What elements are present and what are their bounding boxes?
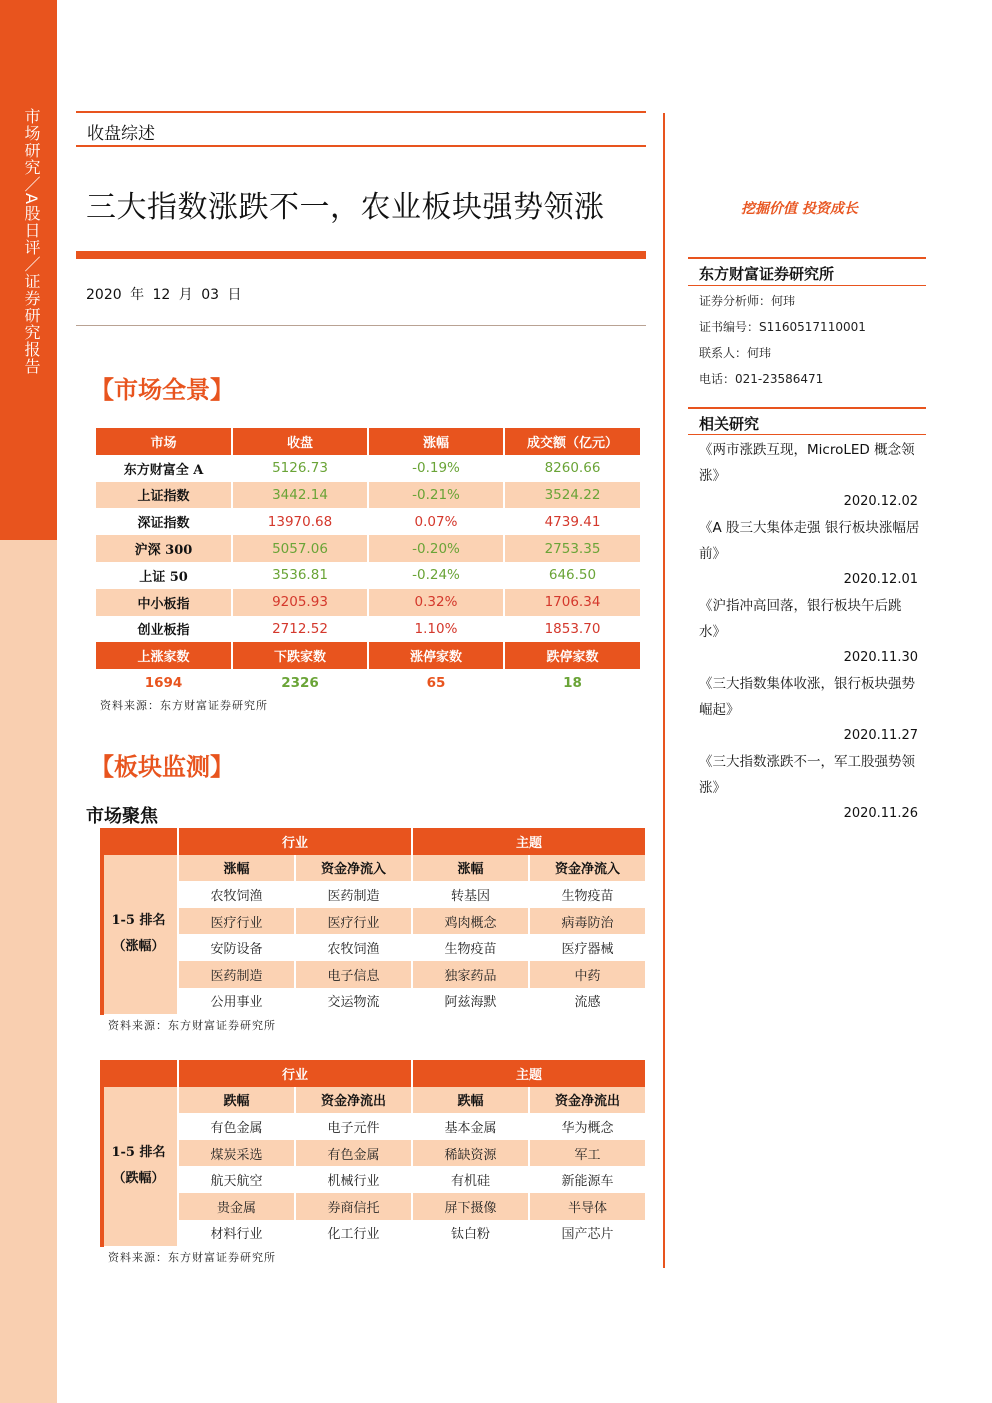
column-header-row	[100, 1087, 646, 1114]
index-name: 上证指数	[96, 482, 232, 509]
institute-rule-top	[688, 257, 926, 259]
index-name: 中小板指	[96, 589, 232, 616]
stat-limit-up-count: 65	[368, 669, 504, 696]
table-row	[96, 508, 641, 535]
losers-source: 资料来源：东方财富证券研究所	[108, 1251, 276, 1264]
col-header: 跌幅	[412, 1087, 529, 1114]
section-tag: 收盘综述	[87, 124, 155, 144]
index-volume: 8260.66	[504, 455, 641, 482]
table-cell: 电子信息	[295, 961, 412, 988]
table-cell: 医药制造	[295, 881, 412, 908]
stat-header-limit-up: 涨停家数	[368, 642, 504, 669]
col-header-market: 市场	[96, 428, 232, 455]
table-cell: 材料行业	[178, 1220, 295, 1247]
table-row	[100, 1140, 646, 1167]
group-header-row	[100, 1060, 646, 1087]
contact: 联系人：何玮	[699, 346, 772, 360]
losers-table	[100, 1060, 647, 1246]
rank-label	[100, 855, 178, 1015]
table-cell: 有机硅	[412, 1166, 529, 1193]
table-cell: 华为概念	[529, 1113, 646, 1140]
index-volume: 646.50	[504, 562, 641, 589]
index-change: -0.21%	[368, 482, 504, 509]
related-item-date: 2020.11.27	[843, 728, 918, 743]
rank-label-line2: （涨幅）	[112, 939, 165, 955]
market-table	[96, 428, 642, 696]
index-volume: 1706.34	[504, 589, 641, 616]
top-rule	[76, 111, 646, 113]
analyst: 证券分析师：何玮	[699, 294, 796, 308]
table-cell: 化工行业	[295, 1220, 412, 1247]
table-row	[96, 562, 641, 589]
table-cell: 军工	[529, 1140, 646, 1167]
index-close: 9205.93	[232, 589, 368, 616]
table-cell: 中药	[529, 961, 646, 988]
stat-value-row	[96, 669, 641, 696]
index-close: 3536.81	[232, 562, 368, 589]
table-cell: 交运物流	[295, 988, 412, 1015]
table-cell: 阿兹海默	[412, 988, 529, 1015]
col-header: 涨幅	[412, 855, 529, 882]
index-change: -0.20%	[368, 535, 504, 562]
stat-up-count: 1694	[96, 669, 232, 696]
rank-label-line1: 1-5 排名	[111, 913, 166, 929]
rank-label-line1: 1-5 排名	[111, 1145, 166, 1161]
date-rule	[76, 325, 646, 326]
table-cell: 有色金属	[295, 1140, 412, 1167]
table-cell: 安防设备	[178, 934, 295, 961]
index-close: 13970.68	[232, 508, 368, 535]
table-row	[100, 908, 646, 935]
focus-title: 市场聚焦	[86, 806, 158, 827]
table-row	[100, 881, 646, 908]
table-cell: 稀缺资源	[412, 1140, 529, 1167]
sector-heading: 【板块监测】	[90, 752, 234, 781]
related-rule-top	[688, 407, 926, 409]
table-cell: 屏下摄像	[412, 1193, 529, 1220]
stat-header-up: 上涨家数	[96, 642, 232, 669]
table-row	[100, 1166, 646, 1193]
report-title: 三大指数涨跌不一，农业板块强势领涨	[86, 190, 605, 225]
table-row	[96, 616, 641, 643]
table-cell: 贵金属	[178, 1193, 295, 1220]
table-cell: 公用事业	[178, 988, 295, 1015]
table-cell: 农牧饲渔	[295, 934, 412, 961]
market-header-row	[96, 428, 641, 455]
sidebar-label: 市场研究／A股日评／证券研究报告	[22, 108, 41, 375]
table-cell: 钛白粉	[412, 1220, 529, 1247]
phone: 电话：021-23586471	[699, 372, 824, 386]
index-change: -0.24%	[368, 562, 504, 589]
stat-header-down: 下跌家数	[232, 642, 368, 669]
index-name: 创业板指	[96, 616, 232, 643]
losers-left-bar	[100, 1087, 104, 1247]
table-cell: 医药制造	[178, 961, 295, 988]
gainers-source: 资料来源：东方财富证券研究所	[108, 1019, 276, 1032]
table-row	[100, 1220, 646, 1247]
table-cell: 农牧饲渔	[178, 881, 295, 908]
index-volume: 1853.70	[504, 616, 641, 643]
group-industry: 行业	[178, 828, 412, 855]
index-name: 东方财富全 A	[96, 455, 232, 482]
index-close: 5126.73	[232, 455, 368, 482]
table-corner	[100, 1060, 178, 1087]
related-item-title[interactable]: 《三大指数集体收涨，银行板块强势崛起》	[699, 676, 915, 718]
related-item-date: 2020.12.02	[843, 494, 918, 509]
related-item-title[interactable]: 《A 股三大集体走强 银行板块涨幅居前》	[699, 520, 920, 562]
table-cell: 航天航空	[178, 1166, 295, 1193]
col-header-change: 涨幅	[368, 428, 504, 455]
table-cell: 券商信托	[295, 1193, 412, 1220]
table-cell: 新能源车	[529, 1166, 646, 1193]
index-change: -0.19%	[368, 455, 504, 482]
table-cell: 转基因	[412, 881, 529, 908]
table-cell: 生物疫苗	[529, 881, 646, 908]
index-change: 1.10%	[368, 616, 504, 643]
group-header-row	[100, 828, 646, 855]
table-row	[100, 961, 646, 988]
index-close: 3442.14	[232, 482, 368, 509]
related-item-title[interactable]: 《两市涨跌互现，MicroLED 概念领涨》	[699, 442, 915, 484]
market-heading: 【市场全景】	[90, 375, 234, 404]
index-name: 深证指数	[96, 508, 232, 535]
title-rule	[76, 251, 646, 259]
index-volume: 2753.35	[504, 535, 641, 562]
institute-name: 东方财富证券研究所	[699, 265, 835, 283]
column-header-row	[100, 855, 646, 882]
sidebar-light	[0, 540, 57, 1403]
index-volume: 4739.41	[504, 508, 641, 535]
col-header-close: 收盘	[232, 428, 368, 455]
related-rule-bottom	[688, 434, 926, 435]
index-close: 2712.52	[232, 616, 368, 643]
group-theme: 主题	[412, 828, 646, 855]
table-cell: 医疗器械	[529, 934, 646, 961]
gainers-left-bar	[100, 855, 104, 1015]
table-cell: 基本金属	[412, 1113, 529, 1140]
col-header: 资金净流出	[295, 1087, 412, 1114]
stat-header-row	[96, 642, 641, 669]
table-row	[96, 455, 641, 482]
market-source: 资料来源：东方财富证券研究所	[100, 699, 268, 712]
stat-limit-down-count: 18	[504, 669, 641, 696]
table-row	[100, 1113, 646, 1140]
index-change: 0.32%	[368, 589, 504, 616]
slogan: 挖掘价值 投资成长	[741, 201, 858, 217]
table-row	[96, 482, 641, 509]
table-row	[100, 934, 646, 961]
tag-underline	[76, 145, 646, 147]
table-cell: 独家药品	[412, 961, 529, 988]
table-row	[96, 589, 641, 616]
group-theme: 主题	[412, 1060, 646, 1087]
group-industry: 行业	[178, 1060, 412, 1087]
table-cell: 煤炭采选	[178, 1140, 295, 1167]
institute-rule-bottom	[688, 285, 926, 286]
table-cell: 电子元件	[295, 1113, 412, 1140]
col-header: 资金净流入	[295, 855, 412, 882]
related-item-date: 2020.11.30	[843, 650, 918, 665]
index-name: 沪深 300	[96, 535, 232, 562]
rank-label-line2: （跌幅）	[112, 1171, 165, 1187]
table-cell: 国产芯片	[529, 1220, 646, 1247]
report-date: 2020 年 12 月 03 日	[86, 287, 242, 303]
related-item-date: 2020.12.01	[843, 572, 918, 587]
related-item-title[interactable]: 《沪指冲高回落，银行板块午后跳水》	[699, 598, 902, 640]
related-heading: 相关研究	[699, 415, 760, 433]
stat-header-limit-down: 跌停家数	[504, 642, 641, 669]
index-name: 上证 50	[96, 562, 232, 589]
table-cell: 机械行业	[295, 1166, 412, 1193]
related-item-title[interactable]: 《三大指数涨跌不一，军工股强势领涨》	[699, 754, 915, 796]
table-row	[100, 1193, 646, 1220]
table-cell: 半导体	[529, 1193, 646, 1220]
table-cell: 医疗行业	[178, 908, 295, 935]
index-close: 5057.06	[232, 535, 368, 562]
table-cell: 生物疫苗	[412, 934, 529, 961]
col-header: 涨幅	[178, 855, 295, 882]
stat-down-count: 2326	[232, 669, 368, 696]
table-cell: 流感	[529, 988, 646, 1015]
col-header: 资金净流出	[529, 1087, 646, 1114]
column-divider	[663, 113, 665, 1268]
table-cell: 有色金属	[178, 1113, 295, 1140]
gainers-table	[100, 828, 647, 1014]
col-header: 资金净流入	[529, 855, 646, 882]
table-cell: 医疗行业	[295, 908, 412, 935]
table-cell: 鸡肉概念	[412, 908, 529, 935]
table-corner	[100, 828, 178, 855]
col-header: 跌幅	[178, 1087, 295, 1114]
cert-number: 证书编号：S1160517110001	[699, 320, 866, 334]
table-row	[96, 535, 641, 562]
rank-label	[100, 1087, 178, 1247]
table-cell: 病毒防治	[529, 908, 646, 935]
index-change: 0.07%	[368, 508, 504, 535]
related-item-date: 2020.11.26	[843, 806, 918, 821]
col-header-volume: 成交额（亿元）	[504, 428, 641, 455]
table-row	[100, 988, 646, 1015]
index-volume: 3524.22	[504, 482, 641, 509]
